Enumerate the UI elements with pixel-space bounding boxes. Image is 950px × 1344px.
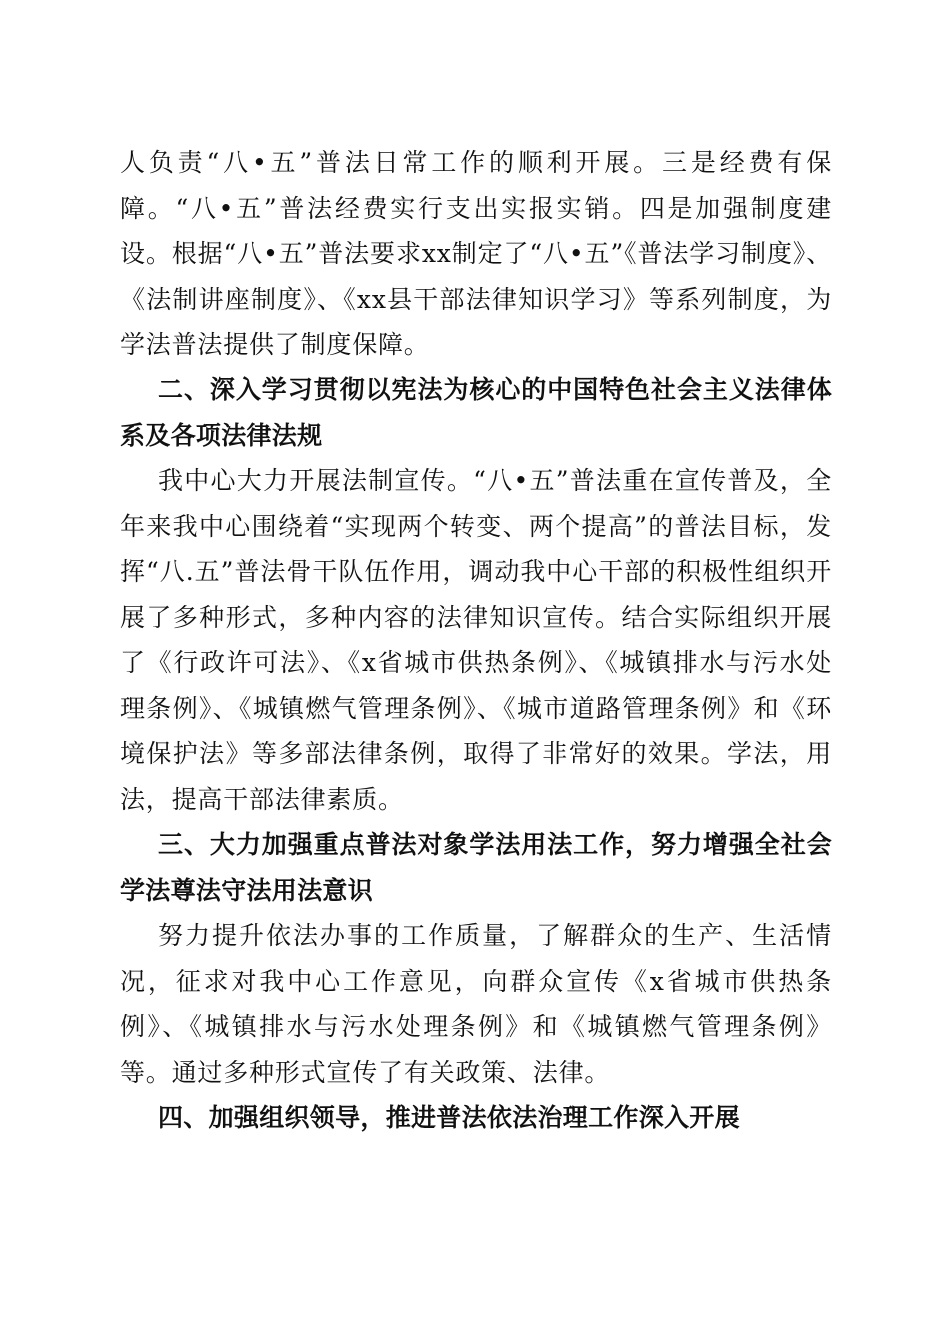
section-heading-3: 三、大力加强重点普法对象学法用法工作，努力增强全社会学法尊法守法用法意识	[120, 830, 832, 905]
section-heading-2: 二、深入学习贯彻以宪法为核心的中国特色社会主义法律体系及各项法律法规	[120, 375, 832, 450]
paragraph-legal-publicity: 我中心大力开展法制宣传。“八•五”普法重在宣传普及，全年来我中心围绕着“实现两个转变、两个提高”的普法目标，发挥“八.五”普法骨干队伍作用，调动我中心干部的积极性组织开展了多种形式，多种内容的法律知识宣传。结合实际组织开展了《行政许可法》、《x省城市供热条例》、《城镇排水与污水处理条例》、《城镇燃气管理条例》、《城市道路管理条例》和《环境保护法》等多部法律条例，取得了非常好的效果。学法，用法，提高干部法律素质。	[120, 466, 832, 814]
paragraph-service-quality: 努力提升依法办事的工作质量，了解群众的生产、生活情况，征求对我中心工作意见，向群众宣传《x省城市供热条例》、《城镇排水与污水处理条例》和《城镇燃气管理条例》等。通过多种形式宣传了有关政策、法律。	[120, 921, 832, 1087]
section-heading-4: 四、加强组织领导，推进普法依法治理工作深入开展	[158, 1103, 740, 1132]
paragraph-funding-and-systems: 人负责“八•五”普法日常工作的顺利开展。三是经费有保障。“八•五”普法经费实行支出实报实销。四是加强制度建设。根据“八•五”普法要求xx制定了“八•五”《普法学习制度》、《法制讲座制度》、《xx县干部法律知识学习》等系列制度，为学法普法提供了制度保障。	[120, 148, 832, 359]
